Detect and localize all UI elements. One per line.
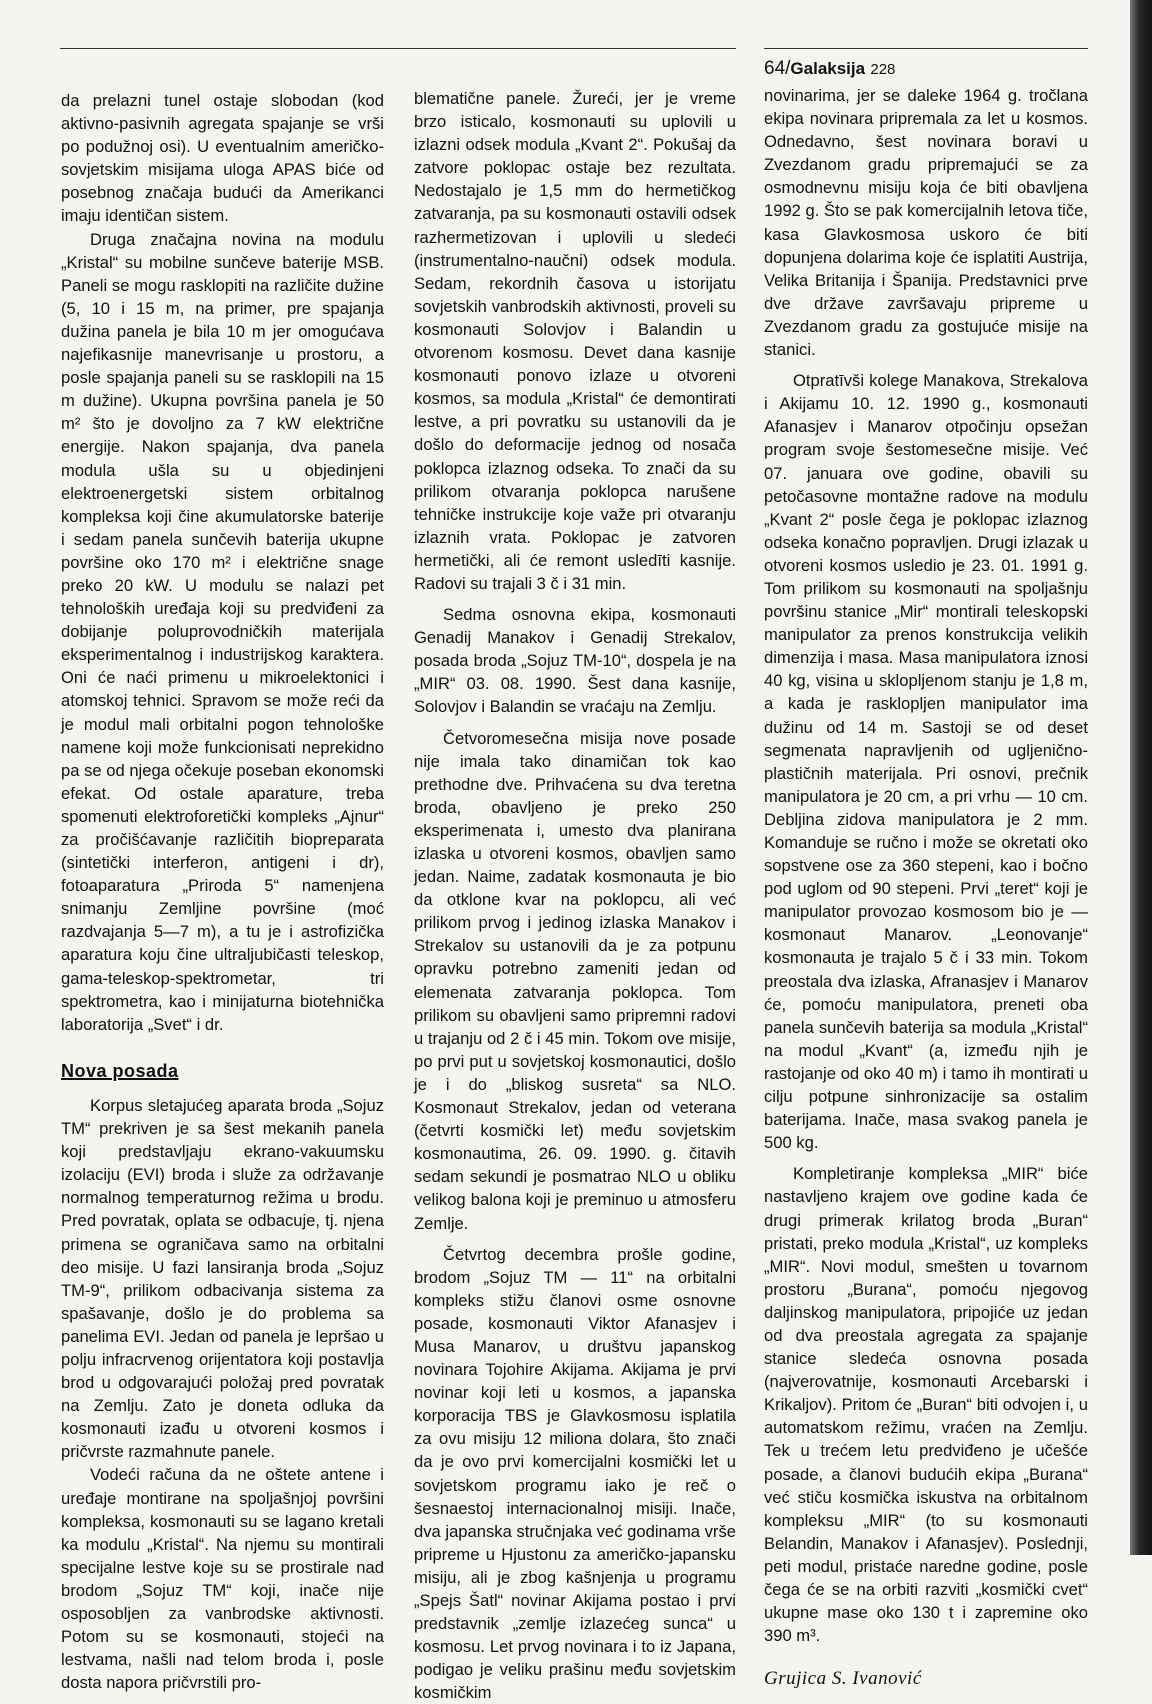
paragraph: Druga značajna novina na modulu „Kristal“ su mobilne sunčeve baterije MSB. Paneli se mogu rasklopiti na različite dužine (5, 10 i 15 m, na primer, pre spajanja dužina panela je bila 10 m jer omogućava najefikasnije manevrisanje u prostoru, a posle spajanja paneli su se rasklopili na 15 m dužine). Ukupna površina panela je 50 m² što je dovoljno za 7 kW električne energije. Nakon spajanja, dva panela modula ušla su u objedinjeni elektroenergetski sistem orbitalnog kompleksa koji čine akumulatorske baterije i sedam panela sunčevih baterija ukupne površine oko 170 m² i električne snage preko 20 kW. U modulu se nalazi pet tehnoloških uređaja koji su predviđeni za dobijanje poluprovodničkih materijala eksperimentalnog i industrijskog karaktera. Oni će naći primenu u mikroelektonici i atomskoj tehnici. Spravom se može reći da je modul mali orbitalni pogon tehnološke namene koji može funkcionisati neprekidno pa se od njega očekuje poseban ekonomski efekat. Od ostale aparature, treba spomenuti elektroforetički kompleks „Ajnur“ za pročišćavanje različitih biopreparata (sintetički interferon, antigeni i dr), fotoaparatura „Priroda 5“ namenjena snimanju Zemljine površine (moć razdvajanja 5—7 m), a tu je i astrofizička aparatura koju čine ultraljubičasti teleskop, gama-teleskop-spektrometar, tri spektrometra, kao i minijaturna biotehnička laboratorija „Svet“ i dr. (61, 229, 384, 1034)
page-number: 64 (764, 58, 786, 79)
paragraph: novinarima, jer se daleke 1964 g. tročlana ekipa novinara pripremala za let u kosmos. Odnedavno, šest novinara boravi u Zvezdanom gradu pripremajući se za osmodnevnu misiju koja će biti obavljena 1992 g. Što se pak komercijalnih letova tiče, kasa Glavkosmosa uskoro će biti dopunjena dolarima koje će isplatiti Austrija, Velika Britanija i Španija. Predstavnici prve dve države završavaju pripreme u Zvezdanom gradu za gostujuće misije na stanici. (764, 86, 1088, 360)
article-column-3 (764, 84, 1088, 1690)
folio-separator: / (785, 58, 791, 79)
page-spine-shadow (1130, 0, 1152, 1555)
paragraph: Korpus sletajućeg aparata broda „Sojuz TM“ prekriven je sa šest mekanih panela koji predstavljaju ekrano-vakuumsku izolaciju (EVI) broda i služe za održavanje normalnog temperaturnog režima u brodu. Pred povratak, oplata se odbacuje, tj. njena primena se ograničava samo na orbitalni deo misije. U fazi lansiranja broda „Sojuz TM-9“, prilikom odbacivanja sistema za spašavanje, došlo je do problema sa panelima EVI. Jedan od panela je lepršao u polju infracrvenog orijentatora koji postavlja brod u odgovarajući položaj pred povratak na Zemlju. Zato je doneta odluka da kosmonauti izađu u otvoreni kosmos i pričvrste razmahnute panele. (61, 1095, 384, 1462)
page-folio (764, 56, 895, 82)
paragraph: da prelazni tunel ostaje slobodan (kod aktivno-pasivnih agregata spajanje se vrši po podužnoj osi). U eventualnim američko-sovjetskim misijama uloga APAS biće od posebnog značaja budući da Amerikanci imaju identičan sistem. (61, 91, 384, 226)
author-signature: Grujica S. Ivanović (764, 1668, 922, 1690)
article-column-2 (414, 87, 736, 1704)
paragraph: Vodeći računa da ne oštete antene i uređaje montirane na spoljašnjoj površini kompleksa, kosmonauti su se lagano kretali ka modulu „Kristal“. Na njemu su montirali specijalne lestve koje su se prostirale nad brodom „Sojuz TM“ koji, inače nije osposobljen za vanbrodske aktivnosti. Potom su se kosmonauti, stojeći na lestvama, našli nad telom broda i, posle dosta napora pričvrstili pro- (61, 1465, 384, 1693)
header-rule-right (764, 48, 1088, 49)
paragraph: Četvoromesečna misija nove posade nije imala tako dinamičan tok kao prethodne dve. Prihvaćena su dva teretna broda, obavljeno je preko 250 eksperimenata i, umesto dva planirana izlaska u otvoreni kosmos, obavljen samo jedan. Naime, zadatak kosmonauta je bio da otklone kvar na poklopcu, ali već prilikom prvog i jedinog izlaska Manakov i Strekalov su ustanovili da je za potpunu opravku potrebno zameniti jedan od elemenata zatvaranja poklopca. Tom prilikom su obavljeni samo pripremni radovi u trajanju od 2 č i 45 min. Tokom ove misije, po prvi put u sovjetskoj kosmonautici, došlo je i do „bliskog susreta“ sa NLO. Kosmonaut Strekalov, jedan od veterana (četvrti kosmički let) među sovjetskim kosmonautima, 26. 09. 1990. g. čitavih sedam sekundi je posmatrao NLO u obliku velikog balona koji je preminuo u atmosferu Zemlje. (414, 728, 736, 1233)
paragraph: Kompletiranje kompleksa „MIR“ biće nastavljeno krajem ove godine kada će drugi primerak krilatog broda „Buran“ pristati, preko modula „Kristal“, uz kompleks „MIR“. Novi modul, smešten u tovarnom prostoru „Burana“, pomoću njegovog daljinskog manipulatora, pripojiće uz jedan od dva preostala agregata za spajanje stanice sledeća osnovna posada (najverovatnije, kosmonauti Arcebarski i Krikaljov). Pritom će „Buran“ biti odvojen i, u automatskom režimu, vraćen na Zemlju. Tek u trećem letu predviđeno je učešće posade, a članovi budućih ekipa „Burana“ već stiču kosmička iskustva na orbitalnom kompleksu „MIR“ (to su kosmonauti Belandin, Manakov i Afanasjev). Poslednji, peti modul, pristaće naredne godine, posle čega će se na orbiti razviti „kosmički cvet“ ukupne mase oko 130 t i zapremine oko 390 m³. (764, 1164, 1088, 1646)
section-heading: Nova posada (61, 1060, 179, 1081)
paragraph: Sedma osnovna ekipa, kosmonauti Genadij Manakov i Genadij Strekalov, posada broda „Sojuz TM-10“, dospela je na „MIR“ 03. 08. 1990. Šest dana kasnije, Solovjov i Balandin se vraćaju na Zemlju. (414, 605, 736, 717)
magazine-name: Galaksija (790, 59, 866, 78)
header-rule-left (60, 48, 736, 49)
issue-number: 228 (870, 61, 896, 78)
paragraph: Četvrtog decembra prošle godine, brodom „Sojuz TM — 11“ na orbitalni kompleks stižu članovi osme osnovne posade, kosmonauti Viktor Afanasjev i Musa Manarov, u društvu japanskog novinara Tojohire Akijama. Akijama je prvi novinar koji leti u kosmos, a japanska korporacija TBS je Glavkosmosu isplatila za ovu misiju 12 miliona dolara, što znači da je ovo prvi komercijalni kosmički let u sovjetskom programu iako je reč o šesnaestoj internacionalnoj misiji. Inače, dva japanska stručnjaka već godinama vrše pripreme u Hjustonu za američko-japansku misiju, ali je zbog kašnjenja u programu „Spejs Šatl“ novinar Akijama postao i prvi predstavnik „zemlje izlazećeg sunca“ u kosmosu. Let prvog novinara i to iz Japana, podigao je veliku prašinu među sovjetskim kosmičkim (414, 1244, 736, 1703)
article-column-1 (61, 89, 384, 1694)
paragraph: Otpratīvši kolege Manakova, Strekalova i Akijamu 10. 12. 1990 g., kosmonauti Afanasjev i Manarov otpočinju opsežan program svoje šestomesečne misije. Već 07. januara ove godine, obavili su petočasovne montažne radove na modulu „Kvant 2“ posle čega je poklopac izlaznog odseka konačno popravljen. Drugi izlazak u otvoreni kosmos usledio je 23. 01. 1991 g. Tom prilikom su kosmonauti na spoljašnju površinu stanice „Mir“ montirali teleskopski manipulator za prenos konstrukcija velikih dimenzija i masa. Masa manipulatora iznosi 40 kg, visina u sklopljenom stanju je 1,8 m, a kada je rasklopljen manipulator ima dužinu od 14 m. Sastoji se od deset segmenata napravljenih od ugljenično-plastičnih materijala. Pri osnovi, prečnik manipulatora je 20 cm, a pri vrhu — 10 cm. Debljina zidova manipulatora je 2 mm. Komanduje se ručno i može se okretati oko sopstvene ose za 360 stepeni, kao i bočno pod uglom od 90 stepeni. Prvi „teret“ koji je manipulator provozao kosmosom bio je — kosmonaut Manarov. „Leonovanje“ kosmonauta je trajalo 5 č i 33 min. Tokom preostala dva izlaska, Afranasjev i Manarov će, pomoću manipulatora, preneti oba panela sunčevih baterija sa modula „Kristal“ na modul „Kvant“ (a, između njih je rastojanje od oko 40 m) i tamo ih montirati u cilju potpune sinhronizacije sa ostalim baterijama. Inače, masa svakog panela je 500 kg. (764, 371, 1088, 1153)
paragraph: blematične panele. Žureći, jer je vreme brzo isticalo, kosmonauti su uplovili u izlazni odsek modula „Kvant 2“. Pokušaj da zatvore poklopac ostaje bez rezultata. Nedostajalo je 1,5 mm do hermetičkog zatvaranja, pa su kosmonauti ostavili odsek razhermetizovan i uplovili u sledeći (instrumentalno-naučni) odsek modula. Sedam, rekordnih časova u istorijatu sovjetskih vanbrodskih aktivnosti, proveli su kosmonauti Solovjov i Balandin u otvorenom kosmosu. Devet dana kasnije kosmonauti ponovo izlaze u otvoreni kosmos, sa modula „Kristal“ će demontirati lestve, a pri povratku su ustanovili da je došlo do deformacije jednog od nosača poklopca izlaznog odseka. To znači da su prilikom otvaranja poklopca narušene tehničke instrukcije koje važe pri otvaranju izlaznih vrata. Poklopac je zatvoren hermetički, ali će remont usledīti kasnije. Radovi su trajali 3 č i 31 min. (414, 89, 736, 593)
